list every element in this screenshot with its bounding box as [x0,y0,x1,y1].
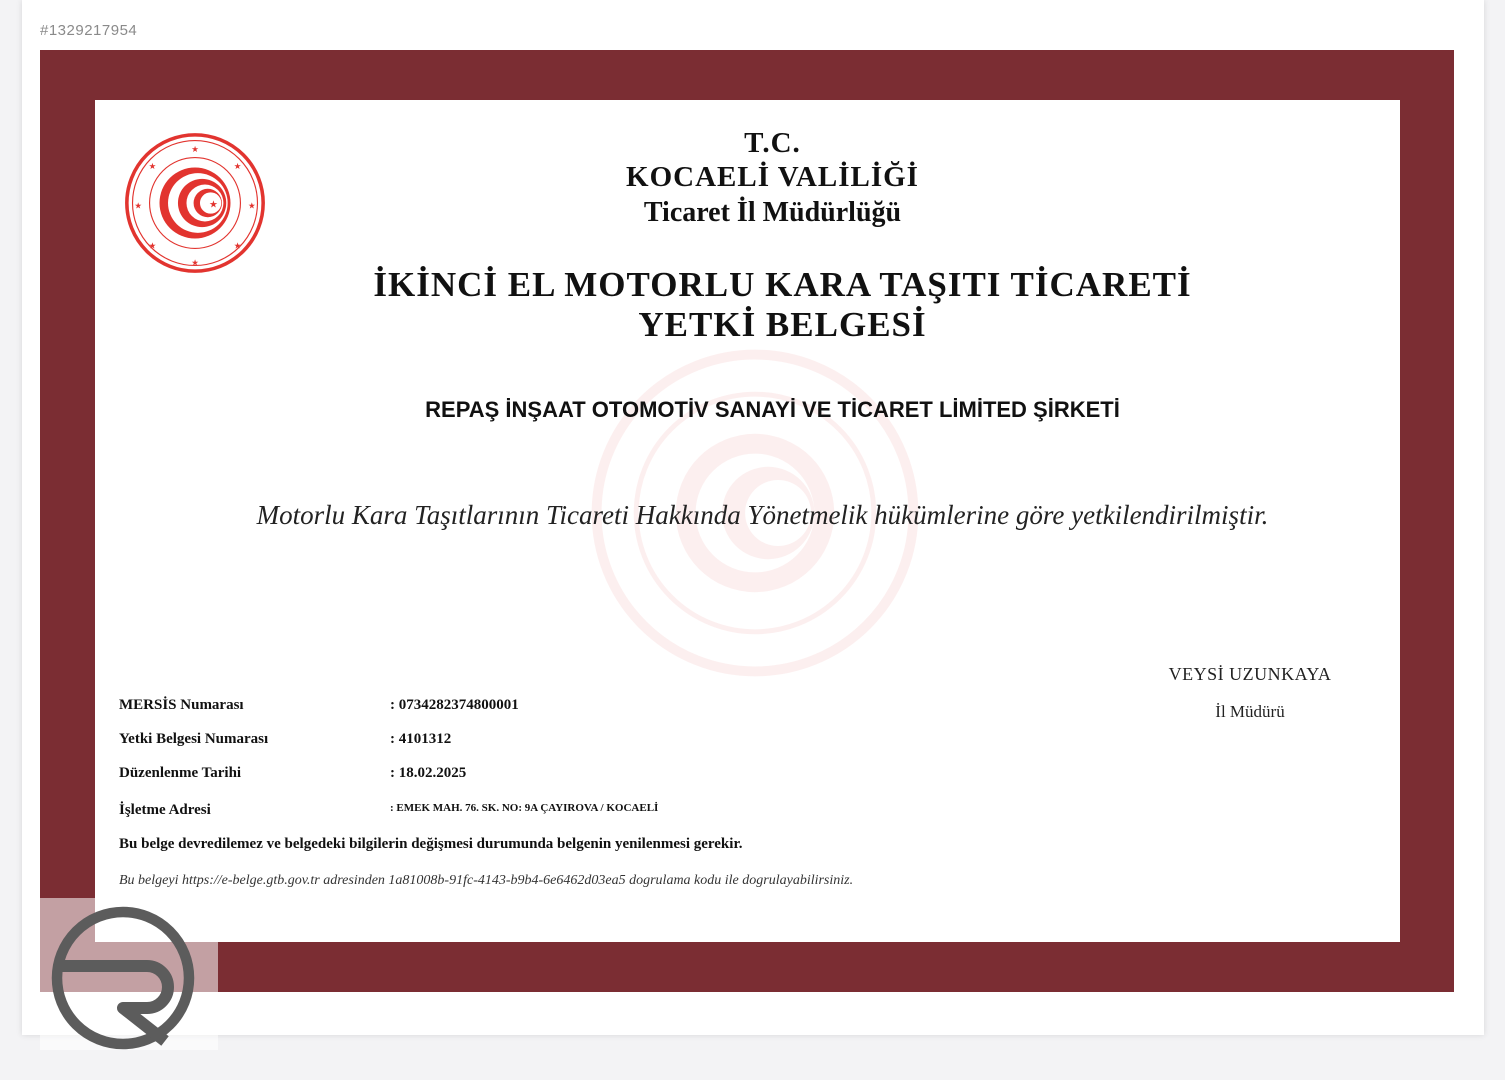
svg-text:★: ★ [148,241,157,252]
certificate-title-line2: YETKİ BELGESİ [638,305,927,344]
authorization-statement: Motorlu Kara Taşıtlarının Ticareti Hakkında Yönetmelik hükümlerine göre yetkilendirilmiştir. [256,500,1269,530]
signatory-name: VEYSİ UZUNKAYA [1168,664,1332,684]
mersis-value: : 0734282374800001 [390,697,519,713]
license-number-value: : 4101312 [390,731,452,747]
business-address-value: : EMEK MAH. 76. SK. NO: 9A ÇAYIROVA / KOCAELİ [390,802,659,814]
company-name: REPAŞ İNŞAAT OTOMOTİV SANAYİ VE TİCARET LİMİTED ŞİRKETİ [425,397,1120,422]
listing-id: #1329217954 [40,22,138,39]
issue-date-label: Düzenlenme Tarihi [119,765,242,781]
business-address-label: İşletme Adresi [119,802,211,818]
mersis-label: MERSİS Numarası [119,697,244,713]
license-number-label: Yetki Belgesi Numarası [119,731,269,747]
svg-text:★: ★ [247,201,256,212]
signatory-title: İl Müdürü [1215,702,1285,721]
header-directorate: Ticaret İl Müdürlüğü [643,197,902,228]
svg-text:★: ★ [209,199,218,211]
svg-text:★: ★ [148,161,157,172]
svg-text:★: ★ [191,144,199,155]
svg-text:★: ★ [233,241,242,252]
r-logo-icon [48,903,198,1053]
certificate-title-line1: İKİNCİ EL MOTORLU KARA TAŞITI TİCARETİ [373,265,1192,304]
verification-note: Bu belgeyi https://e-belge.gtb.gov.tr adresinden 1a81008b-91fc-4143-b9b4-6e6462d03ea5 dogrulama kodu ile dogrulayabilirsiniz. [119,873,854,888]
non-transferable-notice: Bu belge devredilemez ve belgedeki bilgilerin değişmesi durumunda belgenin yenilenmesi gerekir. [119,836,743,852]
svg-text:★: ★ [134,201,143,212]
svg-text:★: ★ [191,258,199,269]
issue-date-value: : 18.02.2025 [390,765,467,781]
header-tc: T.C. [744,127,801,159]
svg-text:★: ★ [233,161,242,172]
header-governorship: KOCAELİ VALİLİĞİ [626,161,919,193]
